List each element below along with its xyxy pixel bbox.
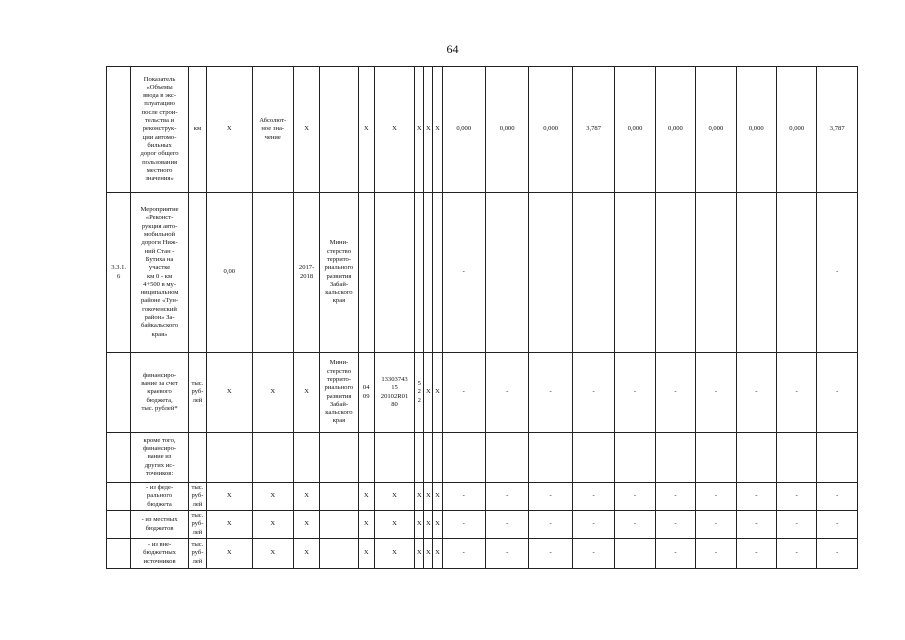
row-base-value: X [207,353,252,433]
row-year-value: - [485,483,528,511]
row-section-code: X [358,67,374,193]
row-code-1: X [424,483,433,511]
row-code-1: X [424,539,433,569]
row-base-value [207,433,252,483]
row-year-value: - [485,353,528,433]
row-code-2: X [433,353,442,433]
row-unit: тыс. руб- лей [188,539,206,569]
row-year-value: - [615,483,655,511]
row-year-value: 0,000 [442,67,485,193]
row-year-value: 3,787 [572,67,614,193]
row-id: 3.3.1. 6 [107,193,131,353]
row-year-value [572,193,614,353]
row-code-2: X [433,539,442,569]
row-year-value: - [485,511,528,539]
row-year-value [442,433,485,483]
row-expense-type-code: 5 2 2 [415,353,424,433]
row-id [107,483,131,511]
row-year-value: - [655,353,695,433]
row-executor: Мини- стерство террито- риального развития Забай- кальского края [320,353,358,433]
row-year-value: - [572,483,614,511]
row-unit: тыс. руб- лей [188,511,206,539]
row-year-value [655,193,695,353]
row-year-value [615,433,655,483]
row-target-article-code: X [374,483,414,511]
row-indicator-type [252,433,293,483]
row-year-value [817,433,858,483]
row-id [107,353,131,433]
row-expense-type-code [415,193,424,353]
row-code-2: X [433,511,442,539]
row-year-value [777,433,817,483]
row-code-1: X [424,511,433,539]
row-target-article-code: 13303743 15 20102R01 80 [374,353,414,433]
row-base-value: X [207,511,252,539]
row-year-value: - [777,511,817,539]
row-year-value: - [817,511,858,539]
row-expense-type-code: X [415,511,424,539]
row-year-value: - [817,483,858,511]
row-year-value: 3,787 [817,67,858,193]
row-unit [188,433,206,483]
row-code-2: X [433,483,442,511]
row-executor [320,539,358,569]
row-section-code [358,193,374,353]
row-year-value: - [696,483,736,511]
row-year-value: - [736,483,776,511]
row-year-value: 0,000 [529,67,572,193]
row-base-value: X [207,483,252,511]
table-row [107,67,858,193]
row-year-value: - [696,539,736,569]
row-period: X [293,353,319,433]
row-expense-type-code: X [415,539,424,569]
row-period [293,433,319,483]
table-row [107,483,858,511]
row-year-value: - [485,539,528,569]
row-year-value [572,433,614,483]
row-name: кроме того, финансиро- вание из других ис- точников: [131,433,189,483]
row-year-value: - [442,483,485,511]
row-year-value [485,193,528,353]
row-year-value: - [817,539,858,569]
row-year-value [615,539,655,569]
row-code-1 [424,433,433,483]
row-executor [320,433,358,483]
row-year-value: - [529,483,572,511]
row-indicator-type: Абсолют- ное зна- чение [252,67,293,193]
row-year-value: - [655,511,695,539]
row-period: X [293,483,319,511]
row-base-value: X [207,539,252,569]
row-code-1: X [424,353,433,433]
row-executor [320,67,358,193]
row-year-value [777,193,817,353]
row-id [107,511,131,539]
table-row [107,353,858,433]
row-period: X [293,539,319,569]
row-year-value: - [736,353,776,433]
row-code-2 [433,193,442,353]
row-year-value: - [696,511,736,539]
row-unit: тыс. руб- лей [188,353,206,433]
row-year-value: - [442,511,485,539]
row-year-value: - [615,511,655,539]
row-executor [320,511,358,539]
row-section-code [358,433,374,483]
row-year-value: - [777,539,817,569]
row-year-value [655,433,695,483]
row-target-article-code [374,193,414,353]
row-year-value [529,193,572,353]
row-year-value: - [696,353,736,433]
row-year-value: - [777,483,817,511]
row-unit [188,193,206,353]
row-year-value [736,433,776,483]
row-base-value: X [207,67,252,193]
row-year-value: - [736,511,776,539]
row-year-value: - [817,353,858,433]
row-year-value: 0,000 [696,67,736,193]
row-year-value: - [442,193,485,353]
table-row [107,511,858,539]
row-unit: тыс. руб- лей [188,483,206,511]
row-id [107,433,131,483]
row-name: финансиро- вание за счет краевого бюджета, тыс. рублей* [131,353,189,433]
row-year-value [696,433,736,483]
row-indicator-type: X [252,511,293,539]
row-indicator-type [252,193,293,353]
row-year-value: 0,000 [777,67,817,193]
row-year-value: - [777,353,817,433]
row-section-code: 04 09 [358,353,374,433]
row-year-value: - [529,539,572,569]
row-executor: Мини- стерство террито- риального развития Забай- кальского края [320,193,358,353]
row-year-value: - [442,539,485,569]
row-year-value [736,193,776,353]
row-target-article-code [374,433,414,483]
row-expense-type-code: X [415,67,424,193]
row-target-article-code: X [374,511,414,539]
row-year-value: - [572,511,614,539]
row-expense-type-code: X [415,483,424,511]
row-year-value: 0,000 [736,67,776,193]
row-year-value: - [817,193,858,353]
row-year-value: - [736,539,776,569]
table-row [107,193,858,353]
row-year-value: - [615,353,655,433]
row-period: X [293,67,319,193]
row-executor [320,483,358,511]
row-expense-type-code [415,433,424,483]
row-code-2: X [433,67,442,193]
row-name: Показатель «Объемы ввода в экс- плуатацию после строи- тельства и реконструк- ции автомо- бильных дорог общего пользования местного значения» [131,67,189,193]
row-code-1: X [424,67,433,193]
row-year-value: - [572,539,614,569]
row-id [107,539,131,569]
program-table [106,66,858,569]
row-indicator-type: X [252,483,293,511]
row-year-value [485,433,528,483]
row-year-value: - [529,511,572,539]
row-name: Мероприятие «Реконст- рукция авто- мобильной дороги Ниж- ний Стан - Бутиха на участке км 0 - км 4+500 в му- ниципальном районе «Тун- гокоченский район» За- байкальского края» [131,193,189,353]
row-code-2 [433,433,442,483]
row-unit: км [188,67,206,193]
row-period: X [293,511,319,539]
page-number: 64 [446,42,459,56]
row-target-article-code: X [374,539,414,569]
table-row [107,539,858,569]
row-name: - из вне- бюджетных источников [131,539,189,569]
row-base-value: 0,00 [207,193,252,353]
row-year-value [696,193,736,353]
row-year-value: - [655,483,695,511]
row-indicator-type: X [252,353,293,433]
row-year-value: - [442,353,485,433]
row-year-value [529,433,572,483]
row-year-value: 0,000 [655,67,695,193]
row-indicator-type: X [252,539,293,569]
row-section-code: X [358,539,374,569]
table-row [107,433,858,483]
row-year-value [615,193,655,353]
row-name: - из феде- рального бюджета [131,483,189,511]
row-id [107,67,131,193]
row-year-value: - [529,353,572,433]
row-section-code: X [358,483,374,511]
row-name: - из местных бюджетов [131,511,189,539]
row-year-value: - [572,353,614,433]
row-target-article-code: X [374,67,414,193]
row-year-value: 0,000 [485,67,528,193]
row-code-1 [424,193,433,353]
row-year-value: 0,000 [615,67,655,193]
row-year-value: - [655,539,695,569]
row-period: 2017- 2018 [293,193,319,353]
row-section-code: X [358,511,374,539]
